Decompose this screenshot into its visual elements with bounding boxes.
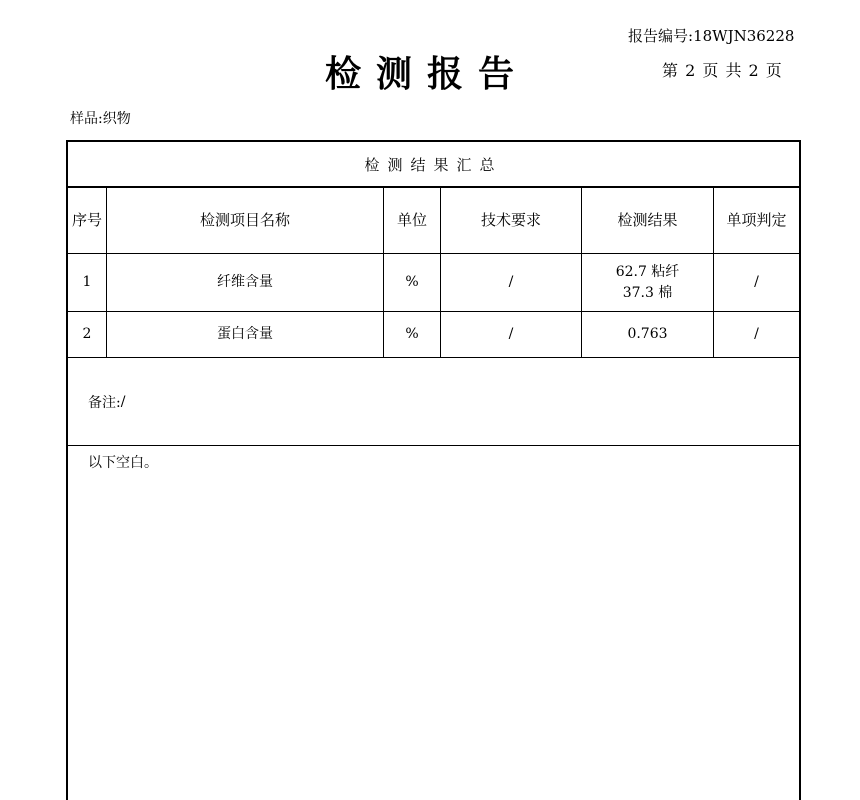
- remark-value: /: [120, 393, 126, 410]
- table-row: [68, 254, 799, 312]
- row-unit: %: [384, 254, 441, 311]
- row-unit: %: [384, 312, 441, 357]
- table-header-row: [68, 188, 799, 254]
- remark-label: 备注:: [88, 394, 121, 411]
- report-number-value: 18WJN36228: [693, 27, 795, 45]
- row-index: 1: [68, 254, 107, 311]
- page-title: 检测报告: [325, 54, 530, 95]
- header-judgement: 单项判定: [726, 211, 787, 229]
- result-line: 0.763: [627, 326, 668, 342]
- header-index: 序号: [68, 188, 107, 253]
- blank-note: 以下空白。: [88, 455, 158, 471]
- header-result: 检测结果: [582, 188, 714, 253]
- header-unit: 单位: [384, 188, 441, 253]
- sample-label: 样品:: [70, 111, 103, 127]
- row-result: [582, 312, 714, 357]
- row-item: 纤维含量: [107, 254, 384, 311]
- row-index: 2: [68, 312, 107, 357]
- row-result: [582, 254, 714, 311]
- page-info: 第 2 页 共 2 页: [662, 61, 783, 80]
- row-requirement: /: [441, 254, 582, 311]
- header-item: 检测项目名称: [107, 188, 384, 253]
- result-line: 37.3 棉: [622, 284, 673, 301]
- row-judgement: /: [754, 274, 759, 290]
- report-number-label: 报告编号:: [628, 27, 694, 45]
- row-item: 蛋白含量: [107, 312, 384, 357]
- row-judgement: /: [754, 326, 759, 342]
- table-row: [68, 312, 799, 358]
- table-title: 检测结果汇总: [68, 142, 799, 188]
- result-line: 62.7 粘纤: [615, 263, 680, 280]
- sample-info: [70, 108, 131, 128]
- row-requirement: /: [441, 312, 582, 357]
- report-number: [628, 25, 794, 46]
- remark: [68, 358, 799, 446]
- summary-table: [66, 140, 801, 800]
- sample-value: 织物: [102, 111, 131, 127]
- header-requirement: 技术要求: [441, 188, 582, 253]
